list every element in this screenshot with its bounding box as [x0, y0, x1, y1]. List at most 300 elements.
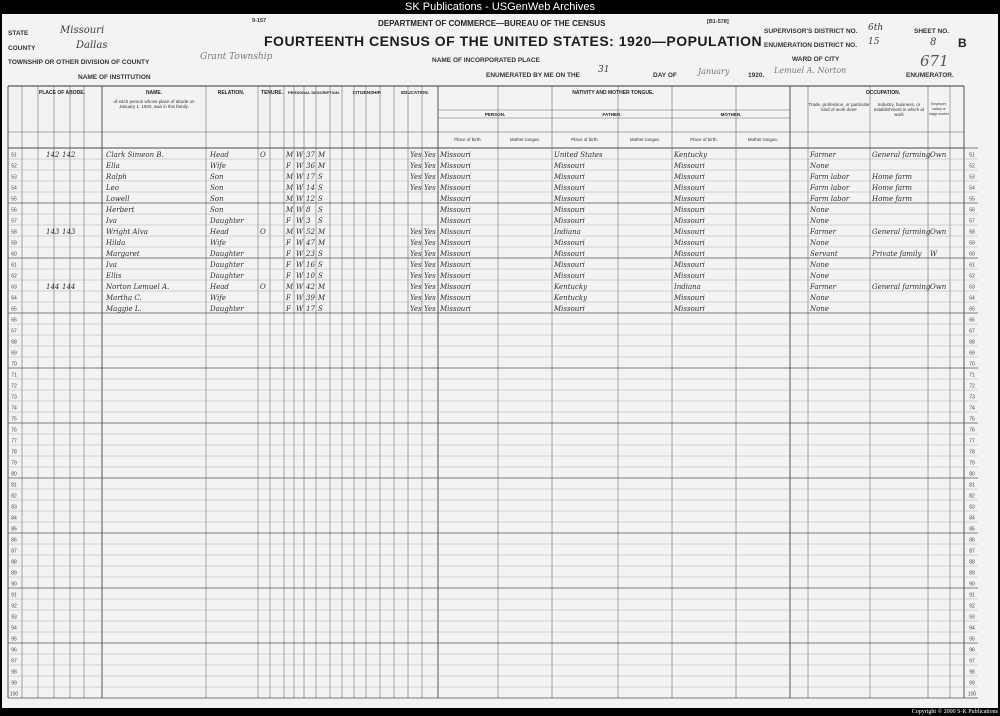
entry-birth: Missouri: [440, 271, 471, 280]
entry-read: Yes: [410, 150, 422, 159]
line-number-right: 59: [969, 240, 975, 247]
line-number-left: 96: [11, 647, 17, 654]
entry-read: Yes: [410, 304, 422, 313]
line-number-right: 56: [969, 207, 975, 214]
line-number-right: 61: [969, 262, 975, 269]
entry-occupation: None: [810, 293, 829, 302]
entry-sex: F: [286, 304, 291, 313]
line-number-left: 63: [11, 284, 17, 291]
line-number-right: 65: [969, 306, 975, 313]
line-number-right: 90: [969, 581, 975, 588]
line-number-left: 84: [11, 515, 17, 522]
entry-write: Yes: [424, 260, 436, 269]
line-number-right: 81: [969, 482, 975, 489]
entry-sex: F: [286, 161, 291, 170]
line-number-left: 86: [11, 537, 17, 544]
entry-occupation: Farm labor: [810, 194, 850, 203]
entry-relation: Wife: [210, 161, 227, 170]
entry-race: W: [296, 194, 304, 203]
line-number-left: 70: [11, 361, 17, 368]
state-label: STATE: [8, 30, 29, 37]
entry-marital: S: [318, 183, 323, 192]
entry-race: W: [296, 249, 304, 258]
institution-label: NAME OF INSTITUTION: [78, 74, 151, 81]
entry-mother-birth: Missouri: [674, 172, 705, 181]
entry-birth: Missouri: [440, 304, 471, 313]
entry-name: Clark Simeon B.: [106, 150, 164, 159]
entry-occupation: None: [810, 238, 829, 247]
line-number-left: 64: [11, 295, 17, 302]
entry-birth: Missouri: [440, 227, 471, 236]
line-number-left: 59: [11, 240, 17, 247]
county-label: COUNTY: [8, 45, 36, 52]
entry-father-birth: Kentucky: [554, 293, 588, 302]
entry-industry: General farming: [872, 282, 931, 291]
entry-mother-birth: Indiana: [674, 282, 701, 291]
entry-sex: F: [286, 260, 291, 269]
entry-birth: Missouri: [440, 293, 471, 302]
enumeration-label: ENUMERATION DISTRICT NO.: [764, 42, 858, 49]
entry-sex: F: [286, 293, 291, 302]
entry-father-birth: Missouri: [554, 238, 585, 247]
entry-race: W: [296, 205, 304, 214]
copyright-notice: Copyright © 2000 S-K Publications: [911, 709, 998, 715]
entry-birth: Missouri: [440, 150, 471, 159]
entry-write: Yes: [424, 161, 436, 170]
line-number-left: 83: [11, 504, 17, 511]
form-number: 9-157: [252, 18, 267, 24]
entry-write: Yes: [424, 227, 436, 236]
line-number-left: 72: [11, 383, 17, 390]
line-number-right: 64: [969, 295, 975, 302]
line-number-right: 92: [969, 603, 975, 610]
entry-sex: F: [286, 249, 291, 258]
entry-relation: Daughter: [210, 271, 244, 280]
line-number-left: 75: [11, 416, 17, 423]
entry-family: 142: [62, 150, 76, 159]
line-number-right: 87: [969, 548, 975, 555]
line-number-right: 72: [969, 383, 975, 390]
enumerator-value: Lemuel A. Norton: [774, 66, 847, 75]
census-sheet: [2, 14, 998, 708]
entry-birth: Missouri: [440, 183, 471, 192]
county-value: Dallas: [76, 40, 108, 51]
entry-father-birth: Missouri: [554, 260, 585, 269]
entry-sex: M: [286, 150, 294, 159]
line-number-left: 94: [11, 625, 17, 632]
entry-birth: Missouri: [440, 260, 471, 269]
line-number-left: 62: [11, 273, 17, 280]
entry-marital: S: [318, 205, 323, 214]
entry-write: Yes: [424, 238, 436, 247]
entry-marital: M: [318, 227, 326, 236]
entry-mother-birth: Missouri: [674, 183, 705, 192]
entry-marital: S: [318, 304, 323, 313]
line-number-left: 97: [11, 658, 17, 665]
entry-race: W: [296, 216, 304, 225]
line-number-left: 51: [11, 152, 17, 159]
line-number-right: 100: [967, 691, 977, 698]
col-mother-birth: Place of birth.: [690, 137, 718, 142]
line-number-left: 80: [11, 471, 17, 478]
entry-father-birth: Missouri: [554, 194, 585, 203]
entry-age: 10: [306, 271, 315, 280]
entry-age: 36: [306, 161, 315, 170]
line-number-right: 83: [969, 504, 975, 511]
entry-industry: Home farm: [872, 172, 913, 181]
entry-marital: S: [318, 271, 323, 280]
line-number-right: 53: [969, 174, 975, 181]
line-number-right: 99: [969, 680, 975, 687]
sheet-label: SHEET NO.: [914, 28, 950, 35]
entry-mother-birth: Missouri: [674, 238, 705, 247]
line-number-left: 82: [11, 493, 17, 500]
group-tenure: TENURE.: [261, 90, 283, 96]
entry-birth: Missouri: [440, 172, 471, 181]
entry-relation: Son: [210, 194, 224, 203]
entry-race: W: [296, 304, 304, 313]
entry-mother-birth: Missouri: [674, 216, 705, 225]
entry-occupation: None: [810, 271, 829, 280]
entry-occupation: Farmer: [810, 150, 837, 159]
line-number-right: 75: [969, 416, 975, 423]
enumerated-day: 31: [598, 65, 610, 75]
entry-sex: M: [286, 205, 294, 214]
entry-birth: Missouri: [440, 238, 471, 247]
entry-birth: Missouri: [440, 216, 471, 225]
line-number-right: 66: [969, 317, 975, 324]
line-number-right: 60: [969, 251, 975, 258]
entry-write: Yes: [424, 172, 436, 181]
entry-race: W: [296, 271, 304, 280]
entry-mother-birth: Missouri: [674, 249, 705, 258]
entry-father-birth: Missouri: [554, 216, 585, 225]
entry-age: 8: [306, 205, 311, 214]
line-number-left: 74: [11, 405, 17, 412]
entry-write: Yes: [424, 282, 436, 291]
entry-age: 17: [306, 172, 315, 181]
entry-dwelling: 143: [46, 227, 60, 236]
entry-marital: M: [318, 293, 326, 302]
entry-occupation: None: [810, 304, 829, 313]
incorporated-label: NAME OF INCORPORATED PLACE: [432, 57, 540, 64]
col-person-birth: Place of birth.: [454, 137, 482, 142]
line-number-left: 100: [9, 691, 19, 698]
entry-name: Martha C.: [106, 293, 142, 302]
entry-occupation: Farmer: [810, 227, 837, 236]
entry-tenure: O: [260, 150, 266, 159]
entry-race: W: [296, 260, 304, 269]
entry-race: W: [296, 238, 304, 247]
entry-family: 143: [62, 227, 76, 236]
entry-relation: Daughter: [210, 216, 244, 225]
line-number-right: 71: [969, 372, 975, 379]
entry-age: 14: [306, 183, 315, 192]
col-mother-tongue: Mother tongue.: [747, 137, 779, 142]
entry-father-birth: United States: [554, 150, 603, 159]
entry-marital: S: [318, 260, 323, 269]
line-number-left: 69: [11, 350, 17, 357]
entry-write: Yes: [424, 293, 436, 302]
entry-father-birth: Indiana: [554, 227, 581, 236]
entry-occupation: None: [810, 205, 829, 214]
entry-read: Yes: [410, 227, 422, 236]
entry-relation: Son: [210, 172, 224, 181]
entry-occupation: None: [810, 260, 829, 269]
line-number-left: 78: [11, 449, 17, 456]
entry-sex: F: [286, 271, 291, 280]
entry-father-birth: Missouri: [554, 172, 585, 181]
entry-class: Own: [930, 150, 947, 159]
entry-occupation: None: [810, 161, 829, 170]
line-number-right: 51: [969, 152, 975, 159]
entry-name: Hilda: [106, 238, 126, 247]
entry-write: Yes: [424, 271, 436, 280]
stamp-number: 671: [920, 52, 949, 70]
line-number-right: 91: [969, 592, 975, 599]
entry-race: W: [296, 172, 304, 181]
line-number-left: 95: [11, 636, 17, 643]
entry-read: Yes: [410, 183, 422, 192]
entry-birth: Missouri: [440, 161, 471, 170]
entry-name: Margaret: [106, 249, 140, 258]
entry-dwelling: 142: [46, 150, 60, 159]
line-number-left: 58: [11, 229, 17, 236]
col-father-birth: Place of birth.: [571, 137, 599, 142]
entry-age: 52: [306, 227, 315, 236]
line-number-left: 91: [11, 592, 17, 599]
entry-tenure: O: [260, 282, 266, 291]
entry-relation: Head: [210, 227, 229, 236]
entry-marital: M: [318, 282, 326, 291]
col-person-tongue: Mother tongue.: [509, 137, 541, 142]
entry-dwelling: 144: [46, 282, 60, 291]
entry-name: Lowell: [106, 194, 130, 203]
group-personal-description: PERSONAL DESCRIPTION.: [288, 90, 340, 95]
form-code: [B1-578]: [707, 19, 729, 25]
entry-occupation: None: [810, 216, 829, 225]
line-number-left: 55: [11, 196, 17, 203]
entry-read: Yes: [410, 238, 422, 247]
supervisor-label: SUPERVISOR'S DISTRICT NO.: [764, 28, 858, 35]
line-number-left: 56: [11, 207, 17, 214]
line-number-right: 94: [969, 625, 975, 632]
line-number-left: 85: [11, 526, 17, 533]
entry-father-birth: Missouri: [554, 205, 585, 214]
entry-age: 23: [306, 249, 315, 258]
entry-mother-birth: Missouri: [674, 161, 705, 170]
line-number-right: 78: [969, 449, 975, 456]
line-number-left: 60: [11, 251, 17, 258]
entry-relation: Wife: [210, 293, 227, 302]
entry-birth: Missouri: [440, 282, 471, 291]
entry-industry: Private family: [872, 249, 922, 258]
entry-relation: Head: [210, 282, 229, 291]
entry-read: Yes: [410, 271, 422, 280]
line-number-right: 97: [969, 658, 975, 665]
sheet-number: 8: [930, 37, 937, 48]
entry-father-birth: Missouri: [554, 161, 585, 170]
entry-name: Ella: [106, 161, 120, 170]
entry-occupation: Farm labor: [810, 172, 850, 181]
entry-name: Ralph: [106, 172, 127, 181]
line-number-left: 87: [11, 548, 17, 555]
census-title: FOURTEENTH CENSUS OF THE UNITED STATES: 1920—POPULATION: [264, 33, 763, 49]
entry-sex: F: [286, 238, 291, 247]
township-label: TOWNSHIP OR OTHER DIVISION OF COUNTY: [8, 59, 150, 66]
state-value: Missouri: [60, 25, 105, 36]
entry-race: W: [296, 161, 304, 170]
entry-father-birth: Kentucky: [554, 282, 588, 291]
entry-relation: Daughter: [210, 260, 244, 269]
entry-age: 16: [306, 260, 315, 269]
entry-industry: General farming: [872, 150, 931, 159]
entry-mother-birth: Missouri: [674, 227, 705, 236]
month-value: January: [698, 67, 730, 76]
entry-age: 47: [306, 238, 315, 247]
enumeration-value: 15: [868, 37, 880, 47]
entry-family: 144: [62, 282, 76, 291]
entry-industry: Home farm: [872, 183, 913, 192]
entry-read: Yes: [410, 172, 422, 181]
entry-age: 3: [306, 216, 311, 225]
line-number-right: 67: [969, 328, 975, 335]
entry-write: Yes: [424, 183, 436, 192]
entry-sex: F: [286, 216, 291, 225]
group-relation: RELATION.: [217, 90, 245, 96]
line-number-right: 85: [969, 526, 975, 533]
line-number-left: 81: [11, 482, 17, 489]
subhead-person: PERSON.: [484, 112, 506, 117]
line-number-right: 96: [969, 647, 975, 654]
entry-sex: M: [286, 172, 294, 181]
col-occupation-class: Employer, salary or wage worker: [929, 102, 949, 116]
entry-tenure: O: [260, 227, 266, 236]
entry-read: Yes: [410, 249, 422, 258]
entry-race: W: [296, 227, 304, 236]
entry-mother-birth: Missouri: [674, 260, 705, 269]
entry-occupation: Farm labor: [810, 183, 850, 192]
line-number-right: 57: [969, 218, 975, 225]
line-number-left: 67: [11, 328, 17, 335]
entry-class: Own: [930, 227, 947, 236]
entry-name: Herbert: [106, 205, 135, 214]
line-number-right: 58: [969, 229, 975, 236]
line-number-left: 61: [11, 262, 17, 269]
year-value: 1920.: [748, 72, 765, 79]
line-number-right: 55: [969, 196, 975, 203]
entry-occupation: Farmer: [810, 282, 837, 291]
entry-marital: S: [318, 216, 323, 225]
line-number-right: 79: [969, 460, 975, 467]
entry-father-birth: Missouri: [554, 183, 585, 192]
entry-relation: Wife: [210, 238, 227, 247]
township-value: Grant Township: [200, 52, 273, 62]
group-place-of-abode: PLACE OF ABODE.: [39, 90, 85, 96]
entry-read: Yes: [410, 282, 422, 291]
line-number-right: 86: [969, 537, 975, 544]
line-number-left: 66: [11, 317, 17, 324]
entry-birth: Missouri: [440, 194, 471, 203]
day-of-label: DAY OF: [653, 72, 677, 79]
line-number-left: 92: [11, 603, 17, 610]
subhead-father: FATHER.: [602, 112, 622, 117]
line-number-right: 68: [969, 339, 975, 346]
line-number-left: 88: [11, 559, 17, 566]
entry-name: Iva: [106, 260, 117, 269]
entry-read: Yes: [410, 161, 422, 170]
entry-marital: M: [318, 238, 326, 247]
enumerated-label: ENUMERATED BY ME ON THE: [486, 72, 581, 79]
census-grid: [2, 14, 998, 708]
line-number-left: 98: [11, 669, 17, 676]
entry-race: W: [296, 282, 304, 291]
entry-name: Wright Alva: [106, 227, 148, 236]
archive-banner: SK Publications - USGenWeb Archives: [0, 0, 1000, 14]
line-number-right: 88: [969, 559, 975, 566]
entry-industry: Home farm: [872, 194, 913, 203]
line-number-left: 73: [11, 394, 17, 401]
entry-age: 12: [306, 194, 315, 203]
group-nativity: NATIVITY AND MOTHER TONGUE.: [572, 90, 654, 96]
entry-write: Yes: [424, 150, 436, 159]
line-number-left: 71: [11, 372, 17, 379]
line-number-right: 93: [969, 614, 975, 621]
entry-mother-birth: Missouri: [674, 293, 705, 302]
entry-marital: M: [318, 161, 326, 170]
line-number-right: 69: [969, 350, 975, 357]
line-number-left: 65: [11, 306, 17, 313]
line-number-left: 68: [11, 339, 17, 346]
entry-relation: Daughter: [210, 304, 244, 313]
entry-relation: Son: [210, 205, 224, 214]
entry-name: Norton Lemuel A.: [106, 282, 170, 291]
name-instructions: of each person whose place of abode on January 1, 1920, was in this family.: [113, 99, 195, 109]
enumerator-label: ENUMERATOR.: [906, 72, 954, 79]
group-occupation: OCCUPATION.: [865, 90, 901, 96]
line-number-right: 70: [969, 361, 975, 368]
entry-mother-birth: Missouri: [674, 304, 705, 313]
line-number-left: 93: [11, 614, 17, 621]
line-number-right: 84: [969, 515, 975, 522]
entry-race: W: [296, 293, 304, 302]
entry-race: W: [296, 150, 304, 159]
entry-read: Yes: [410, 293, 422, 302]
entry-industry: General farming: [872, 227, 931, 236]
line-number-left: 77: [11, 438, 17, 445]
entry-age: 39: [306, 293, 315, 302]
line-number-left: 90: [11, 581, 17, 588]
entry-mother-birth: Kentucky: [674, 150, 708, 159]
entry-father-birth: Missouri: [554, 249, 585, 258]
entry-sex: M: [286, 183, 294, 192]
entry-birth: Missouri: [440, 205, 471, 214]
line-number-right: 76: [969, 427, 975, 434]
entry-relation: Son: [210, 183, 224, 192]
group-citizenship: CITIZENSHIP.: [352, 90, 382, 95]
line-number-right: 89: [969, 570, 975, 577]
entry-sex: M: [286, 227, 294, 236]
entry-class: W: [930, 249, 938, 258]
entry-birth: Missouri: [440, 249, 471, 258]
line-number-left: 54: [11, 185, 17, 192]
entry-marital: S: [318, 249, 323, 258]
entry-name: Iva: [106, 216, 117, 225]
entry-marital: S: [318, 194, 323, 203]
entry-relation: Head: [210, 150, 229, 159]
department-line: DEPARTMENT OF COMMERCE—BUREAU OF THE CENSUS: [378, 19, 606, 28]
entry-marital: S: [318, 172, 323, 181]
